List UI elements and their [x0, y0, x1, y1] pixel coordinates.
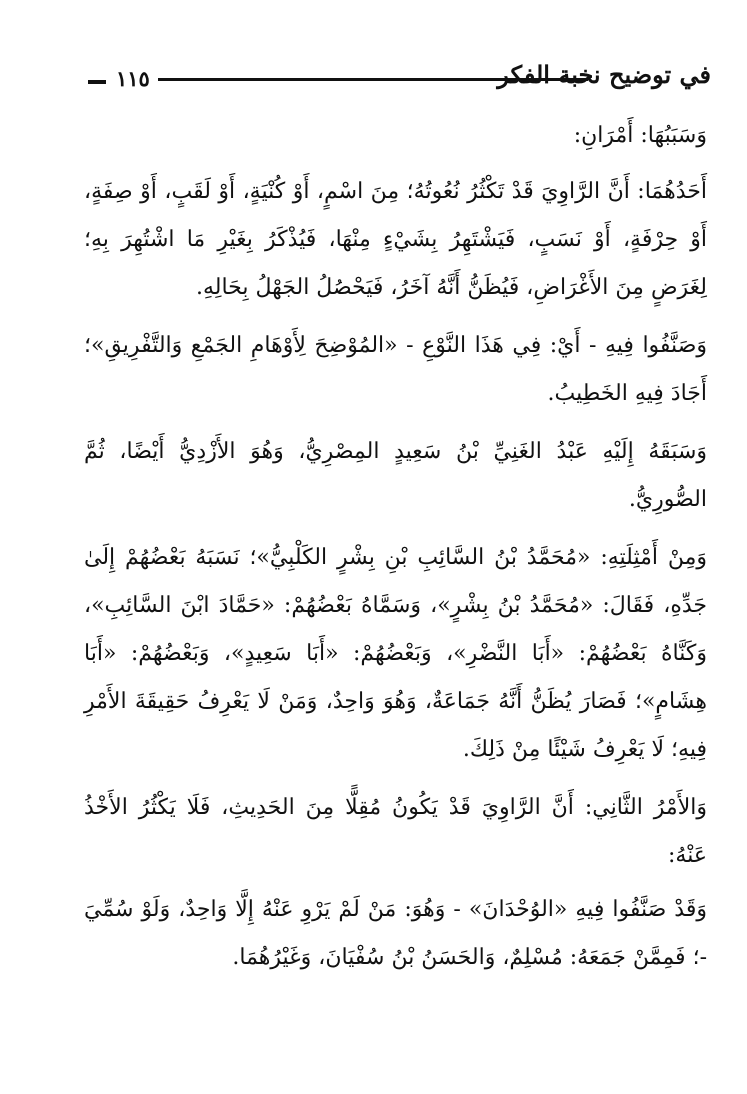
paragraph-second-cause: وَالأَمْرُ الثَّانِي: أَنَّ الرَّاوِيَ قَدْ يَكُونُ مُقِلًّا مِنَ الحَدِيثِ، فَلَا يَكْثُرُ الأَخْذُ عَنْهُ:	[84, 795, 707, 868]
running-title: في توضيح نخبة الفكر	[497, 60, 711, 89]
paragraph-example: وَمِنْ أَمْثِلَتِهِ: «مُحَمَّدُ بْنُ السَّائِبِ بْنِ بِشْرٍ الكَلْبِيُّ»؛ نَسَبَهُ بَعْضُهُمْ إِلَىٰ جَدِّهِ، فَقَالَ: «مُحَمَّدُ بْنُ بِشْرٍ»، وَسَمَّاهُ بَعْضُهُمْ: «حَمَّادَ ابْنَ السَّائِبِ»، وَكَنَّاهُ بَعْضُهُمْ: «أَبَا النَّضْرِ»، وَبَعْضُهُمْ: «أَبَا سَعِيدٍ»، وَبَعْضُهُمْ: «أَبَا هِشَامٍ»؛ فَصَارَ يُظَنُّ أَنَّهُ جَمَاعَةٌ، وَهُوَ وَاحِدٌ، وَمَنْ لَا يَعْرِفُ حَقِيقَةَ الأَمْرِ فِيهِ؛ لَا يَعْرِفُ شَيْئًا مِنْ ذَلِكَ.	[84, 545, 707, 762]
paragraph-wuhdan: وَقَدْ صَنَّفُوا فِيهِ «الوُحْدَانَ» - وَهُوَ: مَنْ لَمْ يَرْوِ عَنْهُ إِلَّا وَاحِدٌ، وَلَوْ سُمِّيَ -؛ فَمِمَّنْ جَمَعَهُ: مُسْلِمٌ، وَالحَسَنُ بْنُ سُفْيَانَ، وَغَيْرُهُمَا.	[84, 897, 707, 970]
paragraph-first-cause: أَحَدُهُمَا: أَنَّ الرَّاوِيَ قَدْ تَكْثُرُ نُعُوتُهُ؛ مِنَ اسْمٍ، أَوْ كُنْيَةٍ، أَوْ لَقَبٍ، أَوْ صِفَةٍ، أَوْ حِرْفَةٍ، أَوْ نَسَبٍ، فَيَشْتَهِرُ بِشَيْءٍ مِنْهَا، فَيُذْكَرُ بِغَيْرِ مَا اشْتُهِرَ بِهِ؛ لِغَرَضٍ مِنَ الأَغْرَاضِ، فَيُظَنُّ أَنَّهُ آخَرُ، فَيَحْصُلُ الجَهْلُ بِحَالِهِ.	[84, 179, 707, 300]
page-number: ١١٥	[116, 66, 150, 91]
paragraph-causes-intro: وَسَبَبُهَا: أَمْرَانِ:	[573, 123, 707, 148]
paragraph-works-compiled: وَصَنَّفُوا فِيهِ - أَيْ: فِي هَذَا النَّوْعِ - «المُوْضِحَ لِأَوْهَامِ الجَمْعِ وَالتَّفْرِيقِ»؛ أَجَادَ فِيهِ الخَطِيبُ.	[84, 333, 707, 406]
paragraph-predecessors: وَسَبَقَهُ إِلَيْهِ عَبْدُ الغَنِيِّ بْنُ سَعِيدٍ المِصْرِيُّ، وَهُوَ الأَزْدِيُّ أَيْضًا، ثُمَّ الصُّورِيُّ.	[84, 439, 707, 512]
page-number-dash	[88, 80, 106, 84]
page-body	[84, 112, 707, 992]
running-header	[88, 60, 711, 106]
